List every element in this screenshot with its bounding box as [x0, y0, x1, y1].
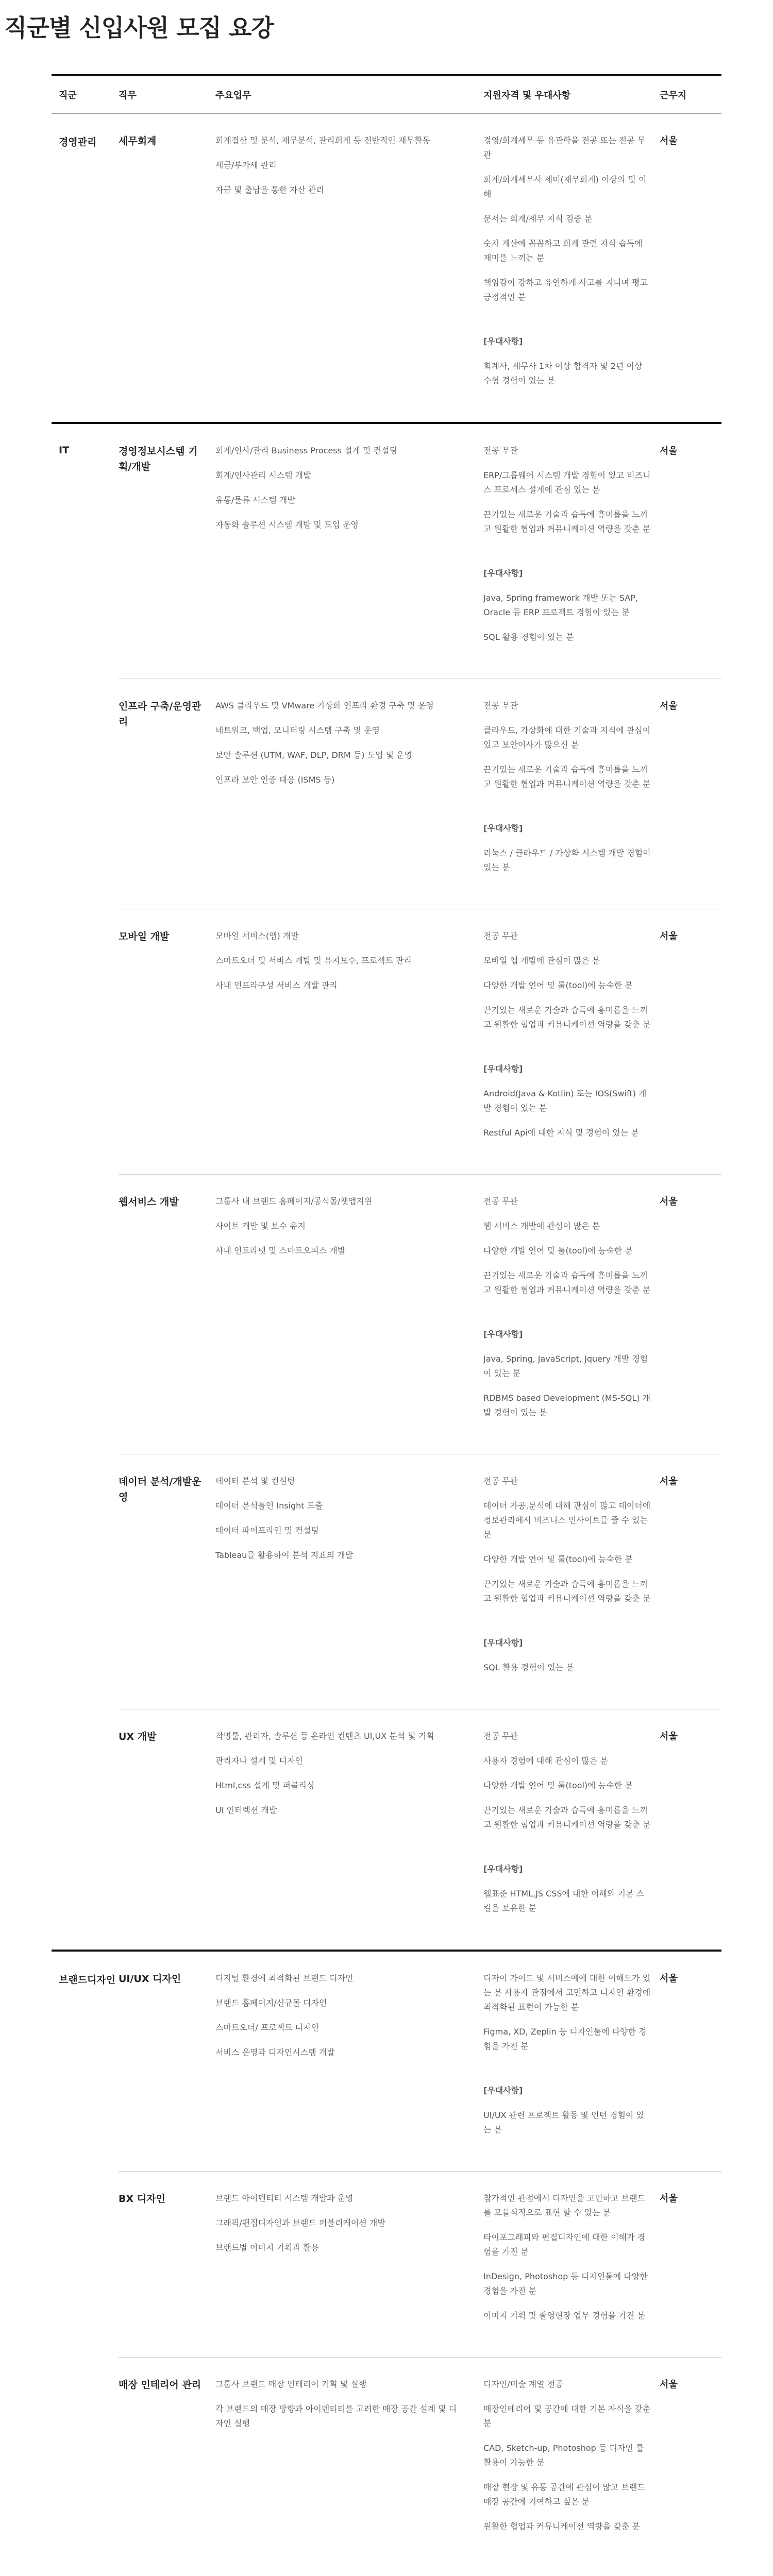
- qualification-item: 다양한 개발 언어 및 툴(tool)에 능숙한 분: [483, 1246, 633, 1256]
- job-group-name: IT: [59, 445, 70, 456]
- qualification-item: 데이터 가공,분석에 대해 관심이 많고 데이터에 정보관리에서 비즈니스 인사이트를 줄 수 있는 분: [483, 1501, 651, 1539]
- qualification-item: 매장 현장 및 유통 공간에 관심이 많고 브랜드 매장 공간에 기여하고 싶은 분: [483, 2482, 645, 2506]
- duty-item: 사내 인프라구성 서비스 개발 관리: [215, 980, 338, 990]
- work-location: 서울: [660, 1731, 678, 1742]
- qualification-item: 매장인테리어 및 공간에 대한 기본 자식을 갖춘 분: [483, 2404, 651, 2428]
- qualification-item: 웹 서비스 개발에 관심이 많은 분: [483, 1221, 600, 1231]
- qualification-item: 전공 무관: [483, 1731, 518, 1741]
- duty-item: 인프라 보안 인증 대응 (ISMS 등): [215, 775, 335, 785]
- qualification-item: 디자이 가이드 및 서비스에에 대한 이해도가 있는 분 사용자 관점에서 고민하고 디자인 환경에 최적화된 표현이 가능한 분: [483, 1973, 651, 2012]
- qualification-item: 타이포그래피와 편집디자인에 대한 이해가 경험을 가진 분: [483, 2232, 646, 2257]
- qualification-item: ERP/그룹웨어 시스템 개발 경험이 있고 비즈니스 프로세스 설계에 관심 있는 분: [483, 470, 651, 495]
- qualification-item: 끈기있는 새로운 기술과 습득에 흥미롭을 느끼고 원활한 협업과 커뮤니케이션 역량을 갖춘 분: [483, 510, 651, 534]
- qualification-item: 클라우드, 가상화에 대한 기술과 지식에 관심이 있고 보안이사가 많으신 분: [483, 725, 651, 750]
- preference-heading: [우대사항]: [483, 1638, 523, 1648]
- duty-list: [215, 133, 483, 398]
- table-row: [119, 1175, 721, 1454]
- duty-item: 데이터 파이프라인 및 컨설팅: [215, 1526, 319, 1535]
- duty-item: 브랜드 아이덴티티 시스템 개발과 운영: [215, 2193, 354, 2203]
- table-row: [119, 1454, 721, 1709]
- table-row: [119, 2568, 721, 2576]
- duty-item: 각 브랜드의 매장 방향과 아이덴티티를 고려한 매장 공간 설계 및 디자인 실행: [215, 2404, 457, 2428]
- page-title: 직군별 신입사원 모집 요강: [4, 14, 274, 42]
- qualification-item: CAD, Sketch-up, Photoshop 등 디자인 툴 활용이 가능한 분: [483, 2443, 644, 2467]
- duty-item: 작명툴, 관리자, 솔루션 등 온라인 컨텐츠 UI,UX 분석 및 기획: [215, 1731, 434, 1741]
- job-role: 모바일 개발: [119, 931, 170, 942]
- table-row: [119, 909, 721, 1175]
- duty-item: 데이터 분석 및 컨설팅: [215, 1476, 295, 1486]
- duty-item: 회계/인사관리 시스템 개발: [215, 470, 311, 480]
- duty-item: 자금 및 출납을 통한 자산 관리: [215, 185, 324, 195]
- duty-item: 사이트 개발 및 보수 유지: [215, 1221, 306, 1231]
- preference-item: Android(Java & Kotlin) 또는 IOS(Swift) 개발 경험이 있는 분: [483, 1089, 647, 1113]
- work-location: 서울: [660, 1196, 678, 1207]
- duty-item: Html,css 설계 및 퍼블리싱: [215, 1781, 315, 1790]
- job-role: 웹서비스 개발: [119, 1196, 179, 1208]
- table-row: [119, 1709, 721, 1950]
- preference-heading: [우대사항]: [483, 1329, 523, 1339]
- duty-item: 네트워크, 백업, 모니터링 시스템 구축 및 운영: [215, 725, 380, 735]
- job-role: UX 개발: [119, 1731, 157, 1742]
- qualification-item: 전공 무관: [483, 931, 518, 941]
- header-location: 근무지: [660, 90, 687, 101]
- preference-item: SQL 활용 경험이 있는 분: [483, 1663, 574, 1672]
- qualification-item: 끈기있는 새로운 기술과 습득에 흥미롭을 느끼고 원활한 협업과 커뮤니케이션 역량을 갖춘 분: [483, 1005, 651, 1029]
- duty-item: 회계결산 및 분석, 재무분석, 관리회계 등 전반적인 재무활동: [215, 135, 430, 145]
- job-role: 매장 인테리어 관리: [119, 2379, 201, 2391]
- preference-item: 웹표준 HTML,JS CSS에 대한 이해와 기본 스킬을 보유한 분: [483, 1889, 644, 1913]
- duty-list: [215, 929, 483, 1150]
- duty-item: 브랜드 홈페이지/신규몰 디자인: [215, 1998, 327, 2008]
- duty-item: 디지털 환경에 최적화된 브랜드 디자인: [215, 1973, 354, 1983]
- duty-item: 그룹사 내 브랜드 홈페이지/공식몰/챗앱지원: [215, 1196, 373, 1206]
- work-location: 서울: [660, 2193, 678, 2204]
- duty-item: UI 인터렉션 개발: [215, 1805, 277, 1815]
- qualification-item: 사용자 경험에 대해 관심이 많은 분: [483, 1756, 608, 1766]
- duty-list: [215, 1194, 483, 1430]
- qualification-list: [483, 2377, 660, 2544]
- qualification-item: InDesign, Photoshop 등 디자인툴에 다양한 경험을 가진 분: [483, 2272, 648, 2296]
- recruitment-table: [52, 74, 721, 2576]
- duty-item: 데이터 분석툴인 Insight 도출: [215, 1501, 323, 1511]
- preference-item: SQL 활용 경험이 있는 분: [483, 632, 574, 642]
- qualification-list: [483, 444, 660, 655]
- preference-item: 회계사, 세무사 1차 이상 합격자 및 2년 이상 수험 경험이 있는 분: [483, 361, 643, 385]
- preference-item: Java, Spring framework 개발 또는 SAP, Oracle 등 ERP 프로젝트 경험이 있는 분: [483, 593, 638, 617]
- qualification-item: 끈기있는 새로운 기술과 습득에 흥미롭을 느끼고 원활한 협업과 커뮤니케이션 역량을 갖춘 분: [483, 1270, 651, 1295]
- header-qualification: 지원자격 및 우대사항: [483, 90, 571, 101]
- work-location: 서울: [660, 1476, 678, 1487]
- qualification-list: [483, 133, 660, 398]
- duty-item: 관리자나 설계 및 디자인: [215, 1756, 303, 1766]
- qualification-item: 숫자 계산에 꼼꼼하고 회계 관련 지식 습득에 재미를 느끼는 분: [483, 239, 643, 263]
- job-group-rows: [119, 424, 721, 1950]
- job-role: BX 디자인: [119, 2193, 165, 2205]
- job-group-block: [52, 114, 721, 424]
- duty-list: [215, 2377, 483, 2544]
- table-row: [119, 679, 721, 909]
- duty-list: [215, 699, 483, 885]
- preference-heading: [우대사항]: [483, 568, 523, 578]
- duty-item: Tableau를 활용하여 분석 지표의 개발: [215, 1550, 354, 1560]
- qualification-item: 전공 무관: [483, 1476, 518, 1486]
- table-row: [119, 2172, 721, 2358]
- duty-item: 그래픽/편집디자인과 브랜드 퍼블리케이션 개발: [215, 2218, 385, 2228]
- work-location: 서울: [660, 446, 678, 456]
- qualification-list: [483, 1194, 660, 1430]
- preference-item: 리눅스 / 클라우드 / 가상화 시스템 개발 경험이 있는 분: [483, 848, 651, 872]
- table-header: [52, 74, 721, 114]
- job-role: 경영정보시스템 기획/개발: [119, 446, 198, 472]
- preference-heading: [우대사항]: [483, 823, 523, 833]
- duty-list: [215, 1971, 483, 2147]
- qualification-item: 다양한 개발 언어 및 툴(tool)에 능숙한 분: [483, 1554, 633, 1564]
- work-location: 서울: [660, 1973, 678, 1984]
- qualification-item: 회계/회계세무사 세미(재무회계) 이상의 및 이해: [483, 175, 647, 199]
- duty-item: 그룹사 브랜드 매장 인테리어 기획 및 실행: [215, 2379, 367, 2389]
- work-location: 서울: [660, 931, 678, 942]
- qualification-list: [483, 2191, 660, 2333]
- qualification-list: [483, 699, 660, 885]
- table-row: [119, 424, 721, 679]
- job-role: UI/UX 디자인: [119, 1973, 181, 1985]
- duty-list: [215, 2191, 483, 2333]
- duty-item: 유통/물류 시스템 개발: [215, 495, 295, 505]
- duty-item: 브랜드별 이미지 기획과 활용: [215, 2243, 319, 2252]
- work-location: 서울: [660, 2379, 678, 2390]
- table-row: [119, 1952, 721, 2172]
- duty-list: [215, 444, 483, 655]
- qualification-item: Figma, XD, Zeplin 등 디자인툴에 다양한 경험을 가진 분: [483, 2027, 647, 2051]
- qualification-item: 끈기있는 새로운 기술과 습득에 흥미롭을 느끼고 원활한 협업과 커뮤니케이션 역량을 갖춘 분: [483, 765, 651, 789]
- qualification-item: 원활한 협업과 커뮤니케이션 역량을 갖춘 분: [483, 2521, 640, 2531]
- duty-item: 모바일 서비스(앱) 개발: [215, 931, 299, 941]
- job-group-name: 브랜드디자인: [59, 1974, 116, 1986]
- qualification-list: [483, 1729, 660, 1926]
- qualification-item: 책임감이 강하고 유연하게 사고를 지니며 평고 긍정적인 분: [483, 278, 648, 302]
- qualification-item: 경영/회계세무 등 유관학을 전공 또는 전공 무관: [483, 135, 646, 160]
- qualification-item: 다양한 개발 언어 및 툴(tool)에 능숙한 분: [483, 1781, 633, 1790]
- qualification-item: 모바일 앱 개발에 관심이 많은 분: [483, 956, 600, 965]
- job-role: 세무회계: [119, 135, 157, 147]
- duty-item: 서비스 운영과 디자인시스템 개발: [215, 2047, 335, 2057]
- qualification-list: [483, 1971, 660, 2147]
- preference-item: Restful Api에 대한 지식 및 경험이 있는 분: [483, 1128, 639, 1138]
- qualification-list: [483, 1474, 660, 1685]
- preference-heading: [우대사항]: [483, 336, 523, 346]
- qualification-item: 끈기있는 새로운 기술과 습득에 흥미롭을 느끼고 원활한 협업과 커뮤니케이션 역량을 갖춘 분: [483, 1579, 651, 1603]
- qualification-item: 다양한 개발 언어 및 툴(tool)에 능숙한 분: [483, 980, 633, 990]
- qualification-item: 이미지 기획 및 촬영현장 업무 경험을 가진 분: [483, 2311, 645, 2320]
- qualification-item: 문서는 회계/세무 지식 검증 분: [483, 214, 593, 224]
- preference-heading: [우대사항]: [483, 2086, 523, 2095]
- job-group-block: [52, 424, 721, 1952]
- work-location: 서울: [660, 701, 678, 711]
- qualification-list: [483, 929, 660, 1150]
- job-group-rows: [119, 1952, 721, 2576]
- job-group-block: [52, 1952, 721, 2576]
- qualification-item: 전공 무관: [483, 701, 518, 710]
- qualification-item: 끈기있는 새로운 기술과 습득에 흥미롭을 느끼고 원활한 협업과 커뮤니케이션 역량을 갖춘 분: [483, 1805, 651, 1829]
- duty-item: 세금/부가세 관리: [215, 160, 277, 170]
- work-location: 서울: [660, 135, 678, 146]
- preference-heading: [우대사항]: [483, 1064, 523, 1074]
- duty-item: 사내 인트라넷 및 스마트오피스 개발: [215, 1246, 346, 1256]
- qualification-item: 디자인/미술 계열 전공: [483, 2379, 563, 2389]
- duty-item: 보안 솔루션 (UTM, WAF, DLP, DRM 등) 도입 및 운영: [215, 750, 413, 760]
- header-group: 직군: [59, 90, 77, 101]
- table-row: [119, 114, 721, 422]
- job-role: 데이터 분석/개발운영: [119, 1476, 201, 1503]
- job-group-name: 경영관리: [59, 137, 97, 148]
- qualification-item: 참가적인 관점에서 디자인을 고민하고 브랜드를 모듈식적으로 표현 할 수 있는 분: [483, 2193, 646, 2217]
- header-duty: 주요업무: [215, 90, 251, 101]
- duty-item: 회계/인사/관리 Business Process 설계 및 컨설팅: [215, 446, 397, 455]
- header-role: 직무: [119, 90, 137, 101]
- duty-item: 자동화 솔루션 시스템 개발 및 도입 운영: [215, 520, 359, 530]
- preference-item: UI/UX 관련 프로젝트 활동 및 인턴 경험이 있는 분: [483, 2110, 644, 2134]
- duty-item: 스마트오더/ 프로젝트 디자인: [215, 2023, 320, 2032]
- preference-item: RDBMS based Development (MS-SQL) 개발 경험이 있는 분: [483, 1393, 651, 1417]
- table-row: [119, 2358, 721, 2568]
- table-body: [52, 114, 721, 2576]
- job-role: 인프라 구축/운영관리: [119, 701, 201, 727]
- qualification-item: 전공 무관: [483, 1196, 518, 1206]
- duty-list: [215, 1729, 483, 1926]
- job-group-rows: [119, 114, 721, 422]
- qualification-item: 전공 무관: [483, 446, 518, 455]
- duty-list: [215, 1474, 483, 1685]
- duty-item: AWS 클라우드 및 VMware 가상화 인프라 환경 구축 및 운영: [215, 701, 434, 710]
- preference-heading: [우대사항]: [483, 1864, 523, 1874]
- duty-item: 스마트오더 및 서비스 개발 및 유지보수, 프로젝트 관리: [215, 956, 412, 965]
- preference-item: Java, Spring, JavaScript, Jquery 개발 경험이 있는 분: [483, 1354, 648, 1378]
